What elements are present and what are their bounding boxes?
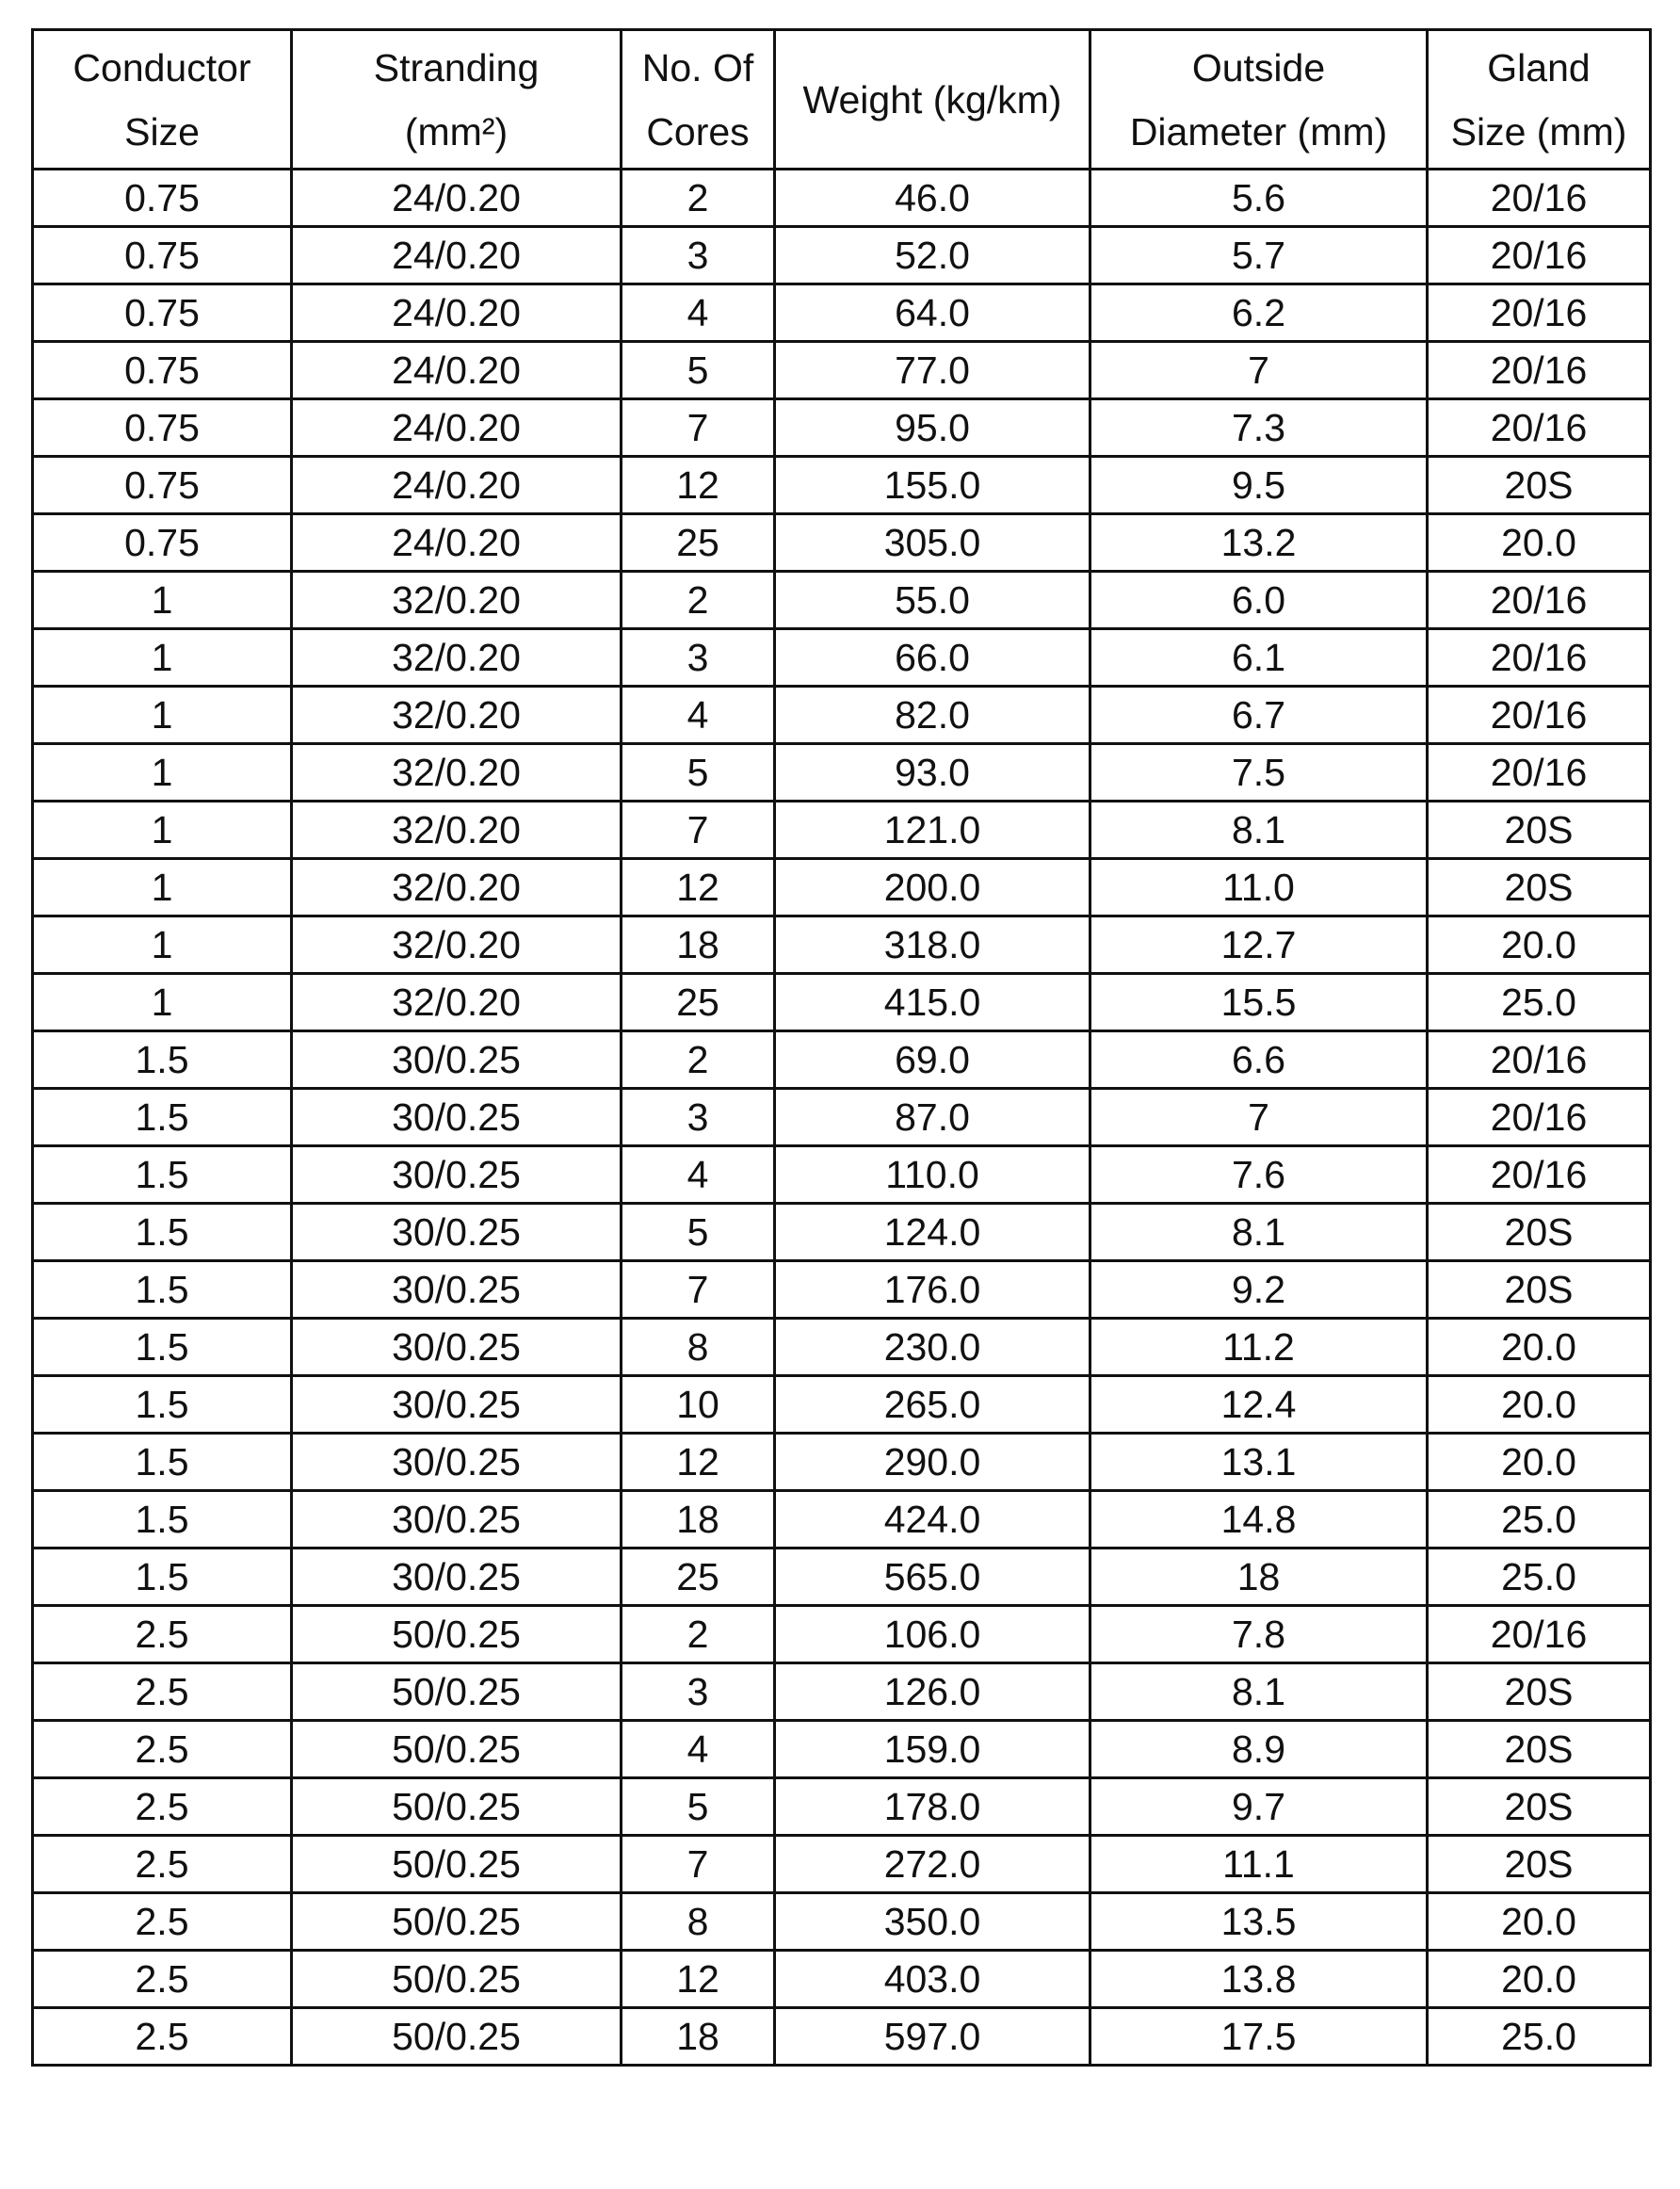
header-text: Gland (1487, 45, 1591, 89)
cell-outside-diameter: 7.6 (1090, 1146, 1428, 1204)
cell-weight: 124.0 (775, 1204, 1090, 1261)
cell-gland-size: 20.0 (1428, 1376, 1651, 1434)
cell-outside-diameter: 6.1 (1090, 629, 1428, 687)
cell-stranding: 50/0.25 (292, 2008, 622, 2066)
cell-gland-size: 20.0 (1428, 916, 1651, 974)
cell-stranding: 32/0.20 (292, 974, 622, 1031)
cable-spec-table (31, 28, 1652, 2067)
cell-no-of-cores: 4 (622, 284, 775, 342)
cell-no-of-cores: 7 (622, 802, 775, 859)
table-row (33, 1606, 1651, 1663)
cell-outside-diameter: 14.8 (1090, 1491, 1428, 1549)
cell-stranding: 30/0.25 (292, 1204, 622, 1261)
cell-gland-size: 20S (1428, 1836, 1651, 1893)
cell-weight: 64.0 (775, 284, 1090, 342)
cell-weight: 403.0 (775, 1951, 1090, 2008)
table-row (33, 1491, 1651, 1549)
table-row (33, 1204, 1651, 1261)
cell-weight: 82.0 (775, 687, 1090, 744)
cell-outside-diameter: 11.0 (1090, 859, 1428, 916)
cell-outside-diameter: 8.1 (1090, 1204, 1428, 1261)
table-row (33, 457, 1651, 514)
cell-outside-diameter: 11.1 (1090, 1836, 1428, 1893)
cell-stranding: 50/0.25 (292, 1721, 622, 1778)
cell-gland-size: 20/16 (1428, 342, 1651, 399)
cell-outside-diameter: 7.5 (1090, 744, 1428, 802)
cell-conductor-size: 1.5 (33, 1376, 292, 1434)
cell-no-of-cores: 3 (622, 1663, 775, 1721)
cell-weight: 121.0 (775, 802, 1090, 859)
cell-stranding: 30/0.25 (292, 1319, 622, 1376)
cell-no-of-cores: 3 (622, 227, 775, 284)
cell-weight: 95.0 (775, 399, 1090, 457)
header-text: Cores (646, 109, 750, 154)
cell-conductor-size: 1 (33, 629, 292, 687)
cell-no-of-cores: 4 (622, 1721, 775, 1778)
cell-gland-size: 20/16 (1428, 1089, 1651, 1146)
cell-gland-size: 20/16 (1428, 227, 1651, 284)
table-row (33, 1778, 1651, 1836)
cell-no-of-cores: 12 (622, 1951, 775, 2008)
table-row (33, 1893, 1651, 1951)
cell-weight: 46.0 (775, 170, 1090, 227)
cell-outside-diameter: 7.8 (1090, 1606, 1428, 1663)
table-row (33, 1376, 1651, 1434)
cell-weight: 305.0 (775, 514, 1090, 572)
cell-outside-diameter: 6.6 (1090, 1031, 1428, 1089)
cell-conductor-size: 1.5 (33, 1089, 292, 1146)
cell-no-of-cores: 25 (622, 974, 775, 1031)
cell-weight: 178.0 (775, 1778, 1090, 1836)
cell-weight: 230.0 (775, 1319, 1090, 1376)
table-row (33, 916, 1651, 974)
cell-conductor-size: 1 (33, 916, 292, 974)
cell-conductor-size: 1 (33, 859, 292, 916)
cell-weight: 176.0 (775, 1261, 1090, 1319)
cell-stranding: 24/0.20 (292, 227, 622, 284)
header-row (33, 30, 1651, 170)
cell-stranding: 50/0.25 (292, 1606, 622, 1663)
cell-conductor-size: 1.5 (33, 1261, 292, 1319)
cell-weight: 69.0 (775, 1031, 1090, 1089)
cell-conductor-size: 2.5 (33, 1606, 292, 1663)
cell-stranding: 30/0.25 (292, 1261, 622, 1319)
cell-conductor-size: 1.5 (33, 1491, 292, 1549)
cell-outside-diameter: 5.7 (1090, 227, 1428, 284)
table-row (33, 2008, 1651, 2066)
cell-gland-size: 20/16 (1428, 399, 1651, 457)
cell-gland-size: 20/16 (1428, 744, 1651, 802)
cell-stranding: 50/0.25 (292, 1778, 622, 1836)
cell-stranding: 30/0.25 (292, 1031, 622, 1089)
cell-conductor-size: 2.5 (33, 1663, 292, 1721)
table-row (33, 1434, 1651, 1491)
cell-stranding: 24/0.20 (292, 399, 622, 457)
cell-outside-diameter: 6.0 (1090, 572, 1428, 629)
cell-outside-diameter: 18 (1090, 1549, 1428, 1606)
table-row (33, 744, 1651, 802)
cell-weight: 87.0 (775, 1089, 1090, 1146)
cell-conductor-size: 0.75 (33, 170, 292, 227)
cell-stranding: 30/0.25 (292, 1491, 622, 1549)
table-row (33, 1089, 1651, 1146)
table-row (33, 227, 1651, 284)
cell-outside-diameter: 8.9 (1090, 1721, 1428, 1778)
table-row (33, 1549, 1651, 1606)
table-row (33, 1146, 1651, 1204)
cell-gland-size: 20S (1428, 1261, 1651, 1319)
cell-no-of-cores: 18 (622, 916, 775, 974)
cell-outside-diameter: 6.2 (1090, 284, 1428, 342)
table-row (33, 1031, 1651, 1089)
cell-conductor-size: 1.5 (33, 1031, 292, 1089)
cell-no-of-cores: 7 (622, 1836, 775, 1893)
cell-outside-diameter: 13.1 (1090, 1434, 1428, 1491)
cell-weight: 126.0 (775, 1663, 1090, 1721)
cell-weight: 159.0 (775, 1721, 1090, 1778)
cell-no-of-cores: 25 (622, 514, 775, 572)
cell-conductor-size: 1 (33, 802, 292, 859)
header-text: Diameter (mm) (1129, 109, 1388, 154)
cell-conductor-size: 1 (33, 744, 292, 802)
cell-weight: 93.0 (775, 744, 1090, 802)
table-body (33, 170, 1651, 2066)
header-text: Weight (kg/km) (802, 77, 1062, 122)
cell-weight: 272.0 (775, 1836, 1090, 1893)
cell-stranding: 50/0.25 (292, 1893, 622, 1951)
cell-conductor-size: 0.75 (33, 399, 292, 457)
cell-conductor-size: 2.5 (33, 1721, 292, 1778)
cell-outside-diameter: 13.5 (1090, 1893, 1428, 1951)
cell-outside-diameter: 15.5 (1090, 974, 1428, 1031)
cell-conductor-size: 0.75 (33, 514, 292, 572)
cell-conductor-size: 1 (33, 974, 292, 1031)
cell-gland-size: 25.0 (1428, 2008, 1651, 2066)
header-text: No. Of (641, 45, 754, 89)
cell-gland-size: 25.0 (1428, 974, 1651, 1031)
table-row (33, 514, 1651, 572)
cell-weight: 106.0 (775, 1606, 1090, 1663)
cell-stranding: 24/0.20 (292, 457, 622, 514)
cell-stranding: 24/0.20 (292, 284, 622, 342)
cell-gland-size: 20S (1428, 859, 1651, 916)
cell-conductor-size: 2.5 (33, 2008, 292, 2066)
cell-stranding: 50/0.25 (292, 1836, 622, 1893)
cell-outside-diameter: 5.6 (1090, 170, 1428, 227)
cell-no-of-cores: 4 (622, 1146, 775, 1204)
cell-gland-size: 20.0 (1428, 1319, 1651, 1376)
cell-weight: 265.0 (775, 1376, 1090, 1434)
header-text: Conductor (73, 45, 251, 89)
cell-gland-size: 20.0 (1428, 1893, 1651, 1951)
cell-no-of-cores: 3 (622, 629, 775, 687)
table-row (33, 572, 1651, 629)
cell-no-of-cores: 4 (622, 687, 775, 744)
cell-conductor-size: 1.5 (33, 1434, 292, 1491)
cell-gland-size: 20.0 (1428, 1951, 1651, 2008)
cell-gland-size: 20/16 (1428, 284, 1651, 342)
cell-conductor-size: 1 (33, 572, 292, 629)
table-row (33, 1951, 1651, 2008)
cell-conductor-size: 1.5 (33, 1319, 292, 1376)
cell-stranding: 32/0.20 (292, 687, 622, 744)
cell-weight: 55.0 (775, 572, 1090, 629)
header-weight (775, 30, 1090, 170)
cell-stranding: 32/0.20 (292, 916, 622, 974)
cell-no-of-cores: 3 (622, 1089, 775, 1146)
cell-gland-size: 20.0 (1428, 514, 1651, 572)
cell-weight: 155.0 (775, 457, 1090, 514)
cell-outside-diameter: 6.7 (1090, 687, 1428, 744)
cell-no-of-cores: 2 (622, 1606, 775, 1663)
cell-gland-size: 20/16 (1428, 170, 1651, 227)
table-row (33, 1721, 1651, 1778)
cell-stranding: 32/0.20 (292, 744, 622, 802)
cell-conductor-size: 1.5 (33, 1549, 292, 1606)
cell-weight: 597.0 (775, 2008, 1090, 2066)
cell-stranding: 30/0.25 (292, 1089, 622, 1146)
cell-outside-diameter: 9.5 (1090, 457, 1428, 514)
cell-gland-size: 20S (1428, 1663, 1651, 1721)
cell-gland-size: 20/16 (1428, 572, 1651, 629)
cell-outside-diameter: 9.7 (1090, 1778, 1428, 1836)
header-text: Size (mm) (1450, 109, 1627, 154)
cell-outside-diameter: 8.1 (1090, 802, 1428, 859)
cell-no-of-cores: 12 (622, 1434, 775, 1491)
cell-conductor-size: 2.5 (33, 1951, 292, 2008)
cell-outside-diameter: 12.4 (1090, 1376, 1428, 1434)
cell-stranding: 30/0.25 (292, 1146, 622, 1204)
cell-weight: 424.0 (775, 1491, 1090, 1549)
cell-outside-diameter: 9.2 (1090, 1261, 1428, 1319)
cell-stranding: 24/0.20 (292, 170, 622, 227)
cell-stranding: 32/0.20 (292, 859, 622, 916)
cell-weight: 350.0 (775, 1893, 1090, 1951)
cell-no-of-cores: 5 (622, 1778, 775, 1836)
cell-no-of-cores: 8 (622, 1893, 775, 1951)
cell-outside-diameter: 7 (1090, 1089, 1428, 1146)
cell-stranding: 30/0.25 (292, 1434, 622, 1491)
cell-conductor-size: 2.5 (33, 1893, 292, 1951)
cell-no-of-cores: 7 (622, 1261, 775, 1319)
cell-no-of-cores: 2 (622, 170, 775, 227)
cell-gland-size: 20/16 (1428, 629, 1651, 687)
cell-no-of-cores: 12 (622, 859, 775, 916)
cell-weight: 110.0 (775, 1146, 1090, 1204)
header-text: Outside (1191, 45, 1326, 89)
cell-no-of-cores: 8 (622, 1319, 775, 1376)
cell-no-of-cores: 10 (622, 1376, 775, 1434)
header-gland-size (1428, 30, 1651, 170)
cell-stranding: 50/0.25 (292, 1663, 622, 1721)
header-outside-diameter (1090, 30, 1428, 170)
header-stranding (292, 30, 622, 170)
table-row (33, 1836, 1651, 1893)
cell-conductor-size: 1 (33, 687, 292, 744)
cell-outside-diameter: 11.2 (1090, 1319, 1428, 1376)
cell-stranding: 30/0.25 (292, 1549, 622, 1606)
cell-outside-diameter: 8.1 (1090, 1663, 1428, 1721)
cell-conductor-size: 2.5 (33, 1778, 292, 1836)
table-row (33, 399, 1651, 457)
cell-no-of-cores: 25 (622, 1549, 775, 1606)
cell-conductor-size: 0.75 (33, 342, 292, 399)
cell-gland-size: 20/16 (1428, 687, 1651, 744)
cell-conductor-size: 2.5 (33, 1836, 292, 1893)
cell-no-of-cores: 2 (622, 572, 775, 629)
cell-weight: 77.0 (775, 342, 1090, 399)
cell-conductor-size: 0.75 (33, 284, 292, 342)
cell-gland-size: 20/16 (1428, 1146, 1651, 1204)
cell-outside-diameter: 13.8 (1090, 1951, 1428, 2008)
cell-no-of-cores: 5 (622, 744, 775, 802)
cell-outside-diameter: 12.7 (1090, 916, 1428, 974)
cell-weight: 66.0 (775, 629, 1090, 687)
cell-conductor-size: 0.75 (33, 457, 292, 514)
table-row (33, 1663, 1651, 1721)
cell-stranding: 24/0.20 (292, 514, 622, 572)
header-text: (mm²) (404, 109, 509, 154)
cell-gland-size: 20S (1428, 1204, 1651, 1261)
table-row (33, 284, 1651, 342)
cell-gland-size: 20.0 (1428, 1434, 1651, 1491)
cell-weight: 290.0 (775, 1434, 1090, 1491)
cell-gland-size: 20/16 (1428, 1031, 1651, 1089)
cell-stranding: 32/0.20 (292, 802, 622, 859)
cell-weight: 318.0 (775, 916, 1090, 974)
header-text: Size (124, 109, 200, 154)
cell-gland-size: 20S (1428, 1721, 1651, 1778)
table-row (33, 802, 1651, 859)
cell-weight: 52.0 (775, 227, 1090, 284)
cell-gland-size: 20S (1428, 802, 1651, 859)
table-row (33, 629, 1651, 687)
header-conductor-size (33, 30, 292, 170)
cell-stranding: 32/0.20 (292, 629, 622, 687)
cell-no-of-cores: 2 (622, 1031, 775, 1089)
cell-weight: 565.0 (775, 1549, 1090, 1606)
table-row (33, 1261, 1651, 1319)
table-row (33, 859, 1651, 916)
cell-gland-size: 20/16 (1428, 1606, 1651, 1663)
table-row (33, 687, 1651, 744)
header-no-of-cores (622, 30, 775, 170)
cell-stranding: 50/0.25 (292, 1951, 622, 2008)
cell-outside-diameter: 17.5 (1090, 2008, 1428, 2066)
cell-outside-diameter: 7.3 (1090, 399, 1428, 457)
cell-gland-size: 25.0 (1428, 1549, 1651, 1606)
cell-conductor-size: 1.5 (33, 1146, 292, 1204)
cell-outside-diameter: 13.2 (1090, 514, 1428, 572)
table-row (33, 170, 1651, 227)
cell-stranding: 24/0.20 (292, 342, 622, 399)
cell-gland-size: 20S (1428, 457, 1651, 514)
cell-gland-size: 20S (1428, 1778, 1651, 1836)
table-row (33, 1319, 1651, 1376)
header-text: Stranding (373, 45, 540, 89)
cell-outside-diameter: 7 (1090, 342, 1428, 399)
table-row (33, 974, 1651, 1031)
cell-no-of-cores: 7 (622, 399, 775, 457)
table-row (33, 342, 1651, 399)
cell-stranding: 30/0.25 (292, 1376, 622, 1434)
cell-no-of-cores: 12 (622, 457, 775, 514)
cell-conductor-size: 1.5 (33, 1204, 292, 1261)
cell-no-of-cores: 18 (622, 1491, 775, 1549)
cell-no-of-cores: 5 (622, 342, 775, 399)
cell-no-of-cores: 5 (622, 1204, 775, 1261)
cell-gland-size: 25.0 (1428, 1491, 1651, 1549)
cell-stranding: 32/0.20 (292, 572, 622, 629)
cell-no-of-cores: 18 (622, 2008, 775, 2066)
cell-conductor-size: 0.75 (33, 227, 292, 284)
cell-weight: 200.0 (775, 859, 1090, 916)
cell-weight: 415.0 (775, 974, 1090, 1031)
